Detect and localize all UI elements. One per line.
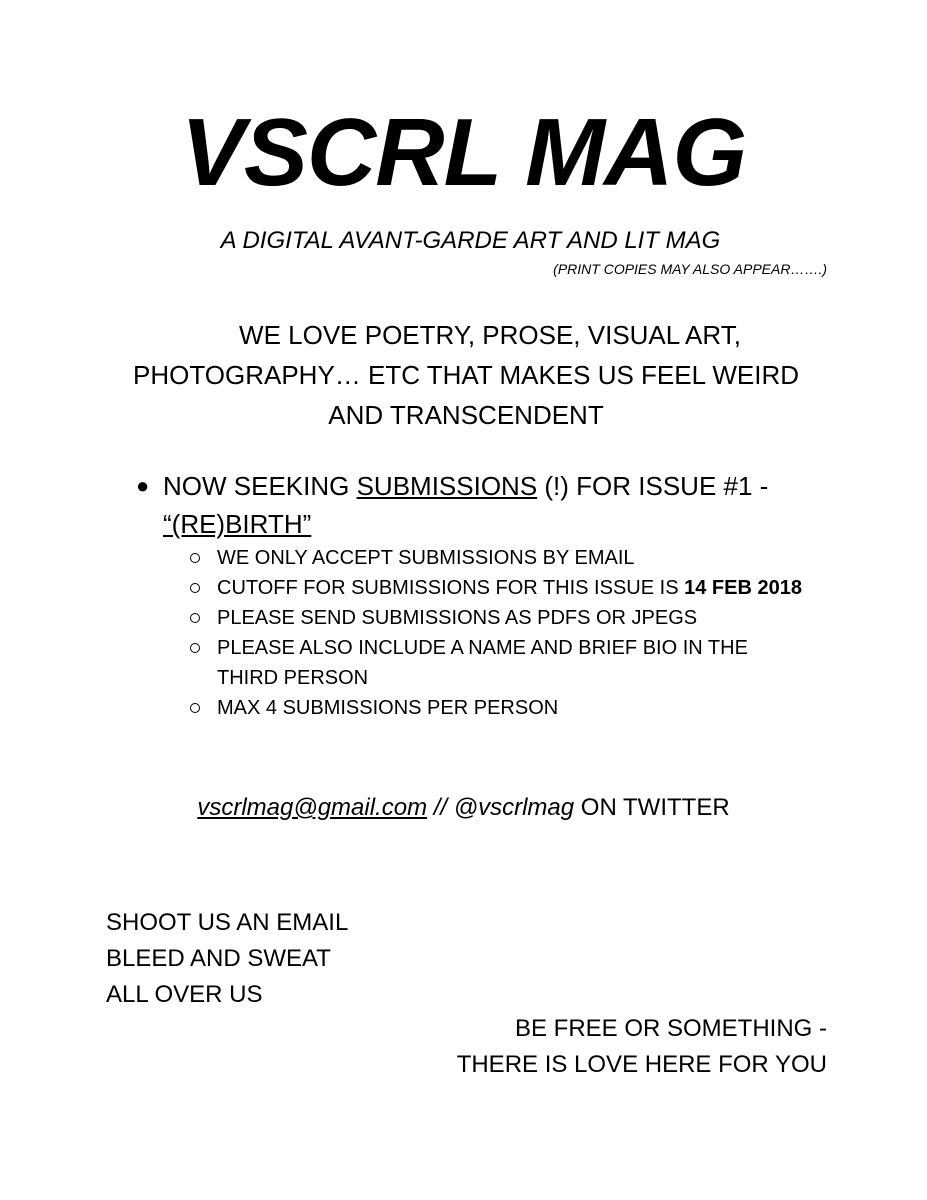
bullet-icon: ●	[136, 473, 150, 498]
submission-rules	[190, 543, 810, 723]
email-link[interactable]: vscrlmag@gmail.com	[197, 794, 428, 821]
closing-left	[106, 905, 348, 1013]
closing-right-line-1: BE FREE OR SOMETHING -	[514, 1015, 827, 1042]
hollow-bullet-icon	[190, 643, 200, 653]
issue-name: “(RE)BIRTH”	[163, 509, 312, 539]
submissions-word: SUBMISSIONS	[356, 471, 538, 501]
submissions-call	[136, 467, 816, 543]
closing-right-line-2: THERE IS LOVE HERE FOR YOU	[456, 1051, 827, 1078]
contact-line: vscrlmag@gmail.com // @vscrlmag ON TWITTER	[197, 794, 730, 821]
manifesto-line-3: AND TRANSCENDENT	[328, 400, 604, 430]
closing-right	[457, 1011, 827, 1083]
magazine-subtitle: A DIGITAL AVANT-GARDE ART AND LIT MAG	[220, 227, 721, 254]
list-item: WE ONLY ACCEPT SUBMISSIONS BY EMAIL	[190, 543, 810, 573]
list-item: CUTOFF FOR SUBMISSIONS FOR THIS ISSUE IS 14 FEB 2018	[190, 573, 810, 603]
twitter-handle[interactable]: @vscrlmag	[453, 794, 575, 821]
list-item: PLEASE SEND SUBMISSIONS AS PDFS OR JPEGS	[190, 603, 810, 633]
closing-left-line-1: SHOOT US AN EMAIL	[106, 909, 349, 936]
manifesto-line-1: WE LOVE POETRY, PROSE, VISUAL ART,	[239, 320, 741, 350]
list-item: PLEASE ALSO INCLUDE A NAME AND BRIEF BIO IN THE THIRD PERSON	[190, 633, 810, 693]
manifesto	[100, 315, 832, 435]
magazine-title: VSCRL MAG	[180, 99, 747, 206]
hollow-bullet-icon	[190, 583, 200, 593]
list-item: MAX 4 SUBMISSIONS PER PERSON	[190, 693, 810, 723]
cutoff-date: 14 FEB 2018	[684, 577, 802, 599]
hollow-bullet-icon	[190, 703, 200, 713]
closing-left-line-3: ALL OVER US	[106, 981, 263, 1008]
hollow-bullet-icon	[190, 613, 200, 623]
closing-left-line-2: BLEED AND SWEAT	[106, 945, 331, 972]
print-note: (PRINT COPIES MAY ALSO APPEAR…….)	[553, 261, 827, 277]
submissions-call-text: NOW SEEKING SUBMISSIONS (!) FOR ISSUE #1 - “(RE)BIRTH”	[163, 471, 769, 539]
manifesto-line-2: PHOTOGRAPHY… ETC THAT MAKES US FEEL WEIRD	[133, 360, 799, 390]
hollow-bullet-icon	[190, 553, 200, 563]
